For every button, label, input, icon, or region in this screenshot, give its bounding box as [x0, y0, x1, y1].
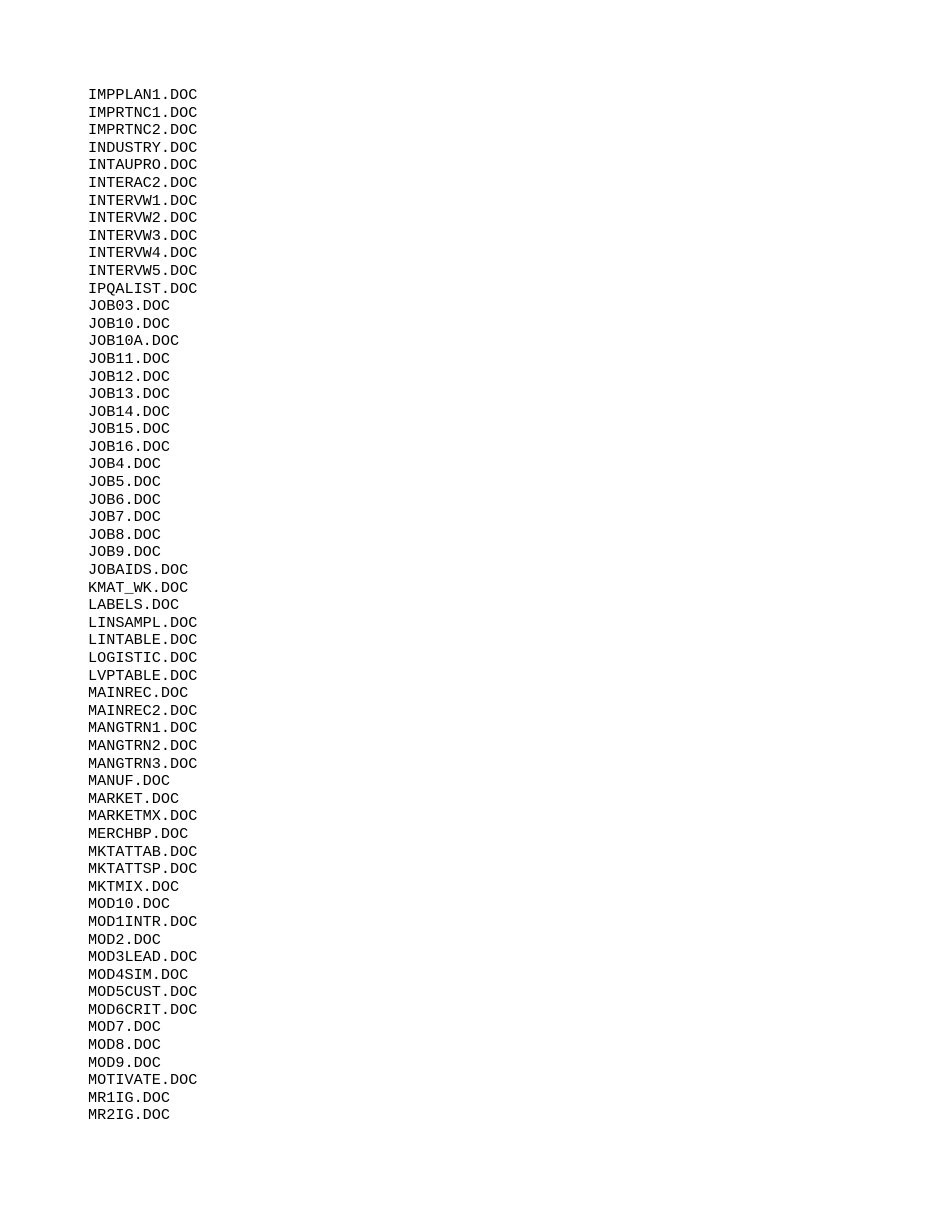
file-name-line: JOB10A.DOC [88, 332, 180, 351]
file-name-line: MR2IG.DOC [88, 1106, 171, 1125]
file-name-line: LVPTABLE.DOC [88, 666, 198, 685]
file-name-line: IMPRTNC2.DOC [88, 121, 198, 140]
file-name-line: IMPRTNC1.DOC [88, 103, 198, 122]
file-name-line: MAINREC2.DOC [88, 701, 198, 720]
file-name-line: MR1IG.DOC [88, 1088, 171, 1107]
file-name-line: MANUF.DOC [88, 772, 171, 791]
file-name-line: JOB7.DOC [88, 508, 161, 527]
file-name-line: MOD8.DOC [88, 1036, 161, 1055]
file-name-line: MKTATTSP.DOC [88, 860, 198, 879]
file-name-line: JOB8.DOC [88, 525, 161, 544]
file-name-line: MOTIVATE.DOC [88, 1071, 198, 1090]
file-name-line: INTERVW4.DOC [88, 244, 198, 263]
file-name-line: MOD2.DOC [88, 930, 161, 949]
file-name-line: MOD5CUST.DOC [88, 983, 198, 1002]
file-name-line: LINSAMPL.DOC [88, 613, 198, 632]
file-name-line: INTAUPRO.DOC [88, 156, 198, 175]
file-name-line: KMAT_WK.DOC [88, 578, 189, 597]
file-name-line: INTERVW1.DOC [88, 191, 198, 210]
file-name-line: MARKET.DOC [88, 789, 180, 808]
file-name-line: JOB12.DOC [88, 367, 171, 386]
file-name-line: LINTABLE.DOC [88, 631, 198, 650]
file-name-line: JOB11.DOC [88, 349, 171, 368]
file-name-line: MOD3LEAD.DOC [88, 948, 198, 967]
file-name-line: INDUSTRY.DOC [88, 138, 198, 157]
file-name-line: MOD10.DOC [88, 895, 171, 914]
file-name-line: MANGTRN1.DOC [88, 719, 198, 738]
file-name-line: MANGTRN3.DOC [88, 754, 198, 773]
file-name-line: INTERAC2.DOC [88, 173, 198, 192]
file-name-line: JOB15.DOC [88, 420, 171, 439]
file-name-line: JOBAIDS.DOC [88, 561, 189, 580]
file-name-line: JOB10.DOC [88, 314, 171, 333]
file-name-line: MOD4SIM.DOC [88, 965, 189, 984]
file-name-line: LABELS.DOC [88, 596, 180, 615]
file-name-line: JOB9.DOC [88, 543, 161, 562]
file-name-line: INTERVW2.DOC [88, 209, 198, 228]
file-name-line: MOD1INTR.DOC [88, 912, 198, 931]
file-name-line: MKTATTAB.DOC [88, 842, 198, 861]
file-name-line: MOD7.DOC [88, 1018, 161, 1037]
file-name-line: JOB4.DOC [88, 455, 161, 474]
file-name-line: MERCHBP.DOC [88, 824, 189, 843]
file-name-line: MAINREC.DOC [88, 684, 189, 703]
file-name-line: INTERVW3.DOC [88, 226, 198, 245]
file-name-line: JOB03.DOC [88, 297, 171, 316]
file-name-line: MANGTRN2.DOC [88, 736, 198, 755]
file-list [88, 87, 197, 1125]
file-name-line: JOB5.DOC [88, 473, 161, 492]
file-name-line: MOD6CRIT.DOC [88, 1000, 198, 1019]
file-name-line: JOB14.DOC [88, 402, 171, 421]
file-name-line: MARKETMX.DOC [88, 807, 198, 826]
file-name-line: MOD9.DOC [88, 1053, 161, 1072]
file-name-line: JOB6.DOC [88, 490, 161, 509]
file-name-line: IPQALIST.DOC [88, 279, 198, 298]
file-name-line: JOB16.DOC [88, 437, 171, 456]
file-name-line: MKTMIX.DOC [88, 877, 180, 896]
file-name-line: IMPPLAN1.DOC [88, 86, 198, 104]
file-name-line: INTERVW5.DOC [88, 261, 198, 280]
file-name-line: JOB13.DOC [88, 385, 171, 404]
file-name-line: LOGISTIC.DOC [88, 649, 198, 667]
